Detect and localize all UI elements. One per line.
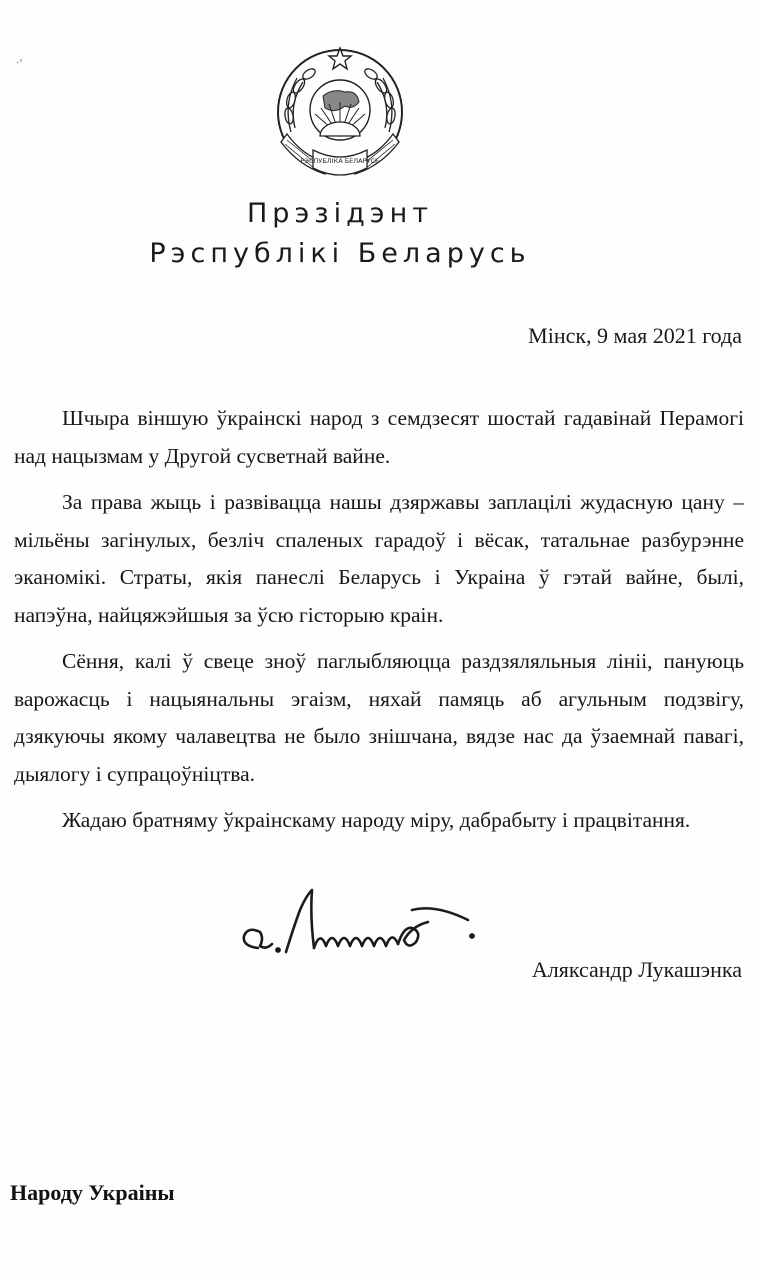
- body-paragraph: Шчыра віншую ўкраінскі народ з семдзесят шостай гадавінай Перамогі над нацызмам у Другой сусветнай вайне.: [14, 406, 744, 468]
- letterhead-title-republic: Рэспублікі Беларусь: [149, 238, 531, 269]
- body-paragraph: За права жыць і развівацца нашы дзяржавы заплацілі жудасную цану – мільёны загінулых, безліч спаленых гарадоў і вёсак, татальнае разбурэнне эканомікі. Страты, якія панеслі Беларусь і Украіна ў гэтай вайне, былі, напэўна, найцяжэйшыя за ўсю гісторыю краін.: [14, 490, 744, 627]
- letter-date: Мінск, 9 мая 2021 года: [528, 323, 742, 348]
- handwritten-signature: [236, 886, 486, 976]
- body-paragraph: Сёння, калі ў свеце зноў паглыбляюцца раздзяляльныя лініі, пануюць варожасць і нацыянальны эгаізм, няхай памяць аб агульным подзвігу, дзякуючы якому чалавецтва не было знішчана, вядзе нас да ўзаемнай павагі, дыялогу і супрацоўніцтва.: [14, 649, 744, 786]
- signer-name: Аляксандр Лукашэнка: [531, 957, 742, 982]
- emblem-ribbon-text: РЭСПУБЛІКА БЕЛАРУСЬ: [300, 157, 380, 165]
- body-paragraph: Жадаю братняму ўкраінскаму народу міру, дабрабыту і працвітання.: [62, 808, 691, 832]
- letter-body: [14, 400, 744, 849]
- belarus-state-emblem-icon: [273, 44, 407, 184]
- addressee: Народу Украіны: [10, 1180, 175, 1205]
- scan-speck: ·‘: [16, 58, 23, 69]
- letterhead-title-president: Прэзідэнт: [247, 198, 433, 229]
